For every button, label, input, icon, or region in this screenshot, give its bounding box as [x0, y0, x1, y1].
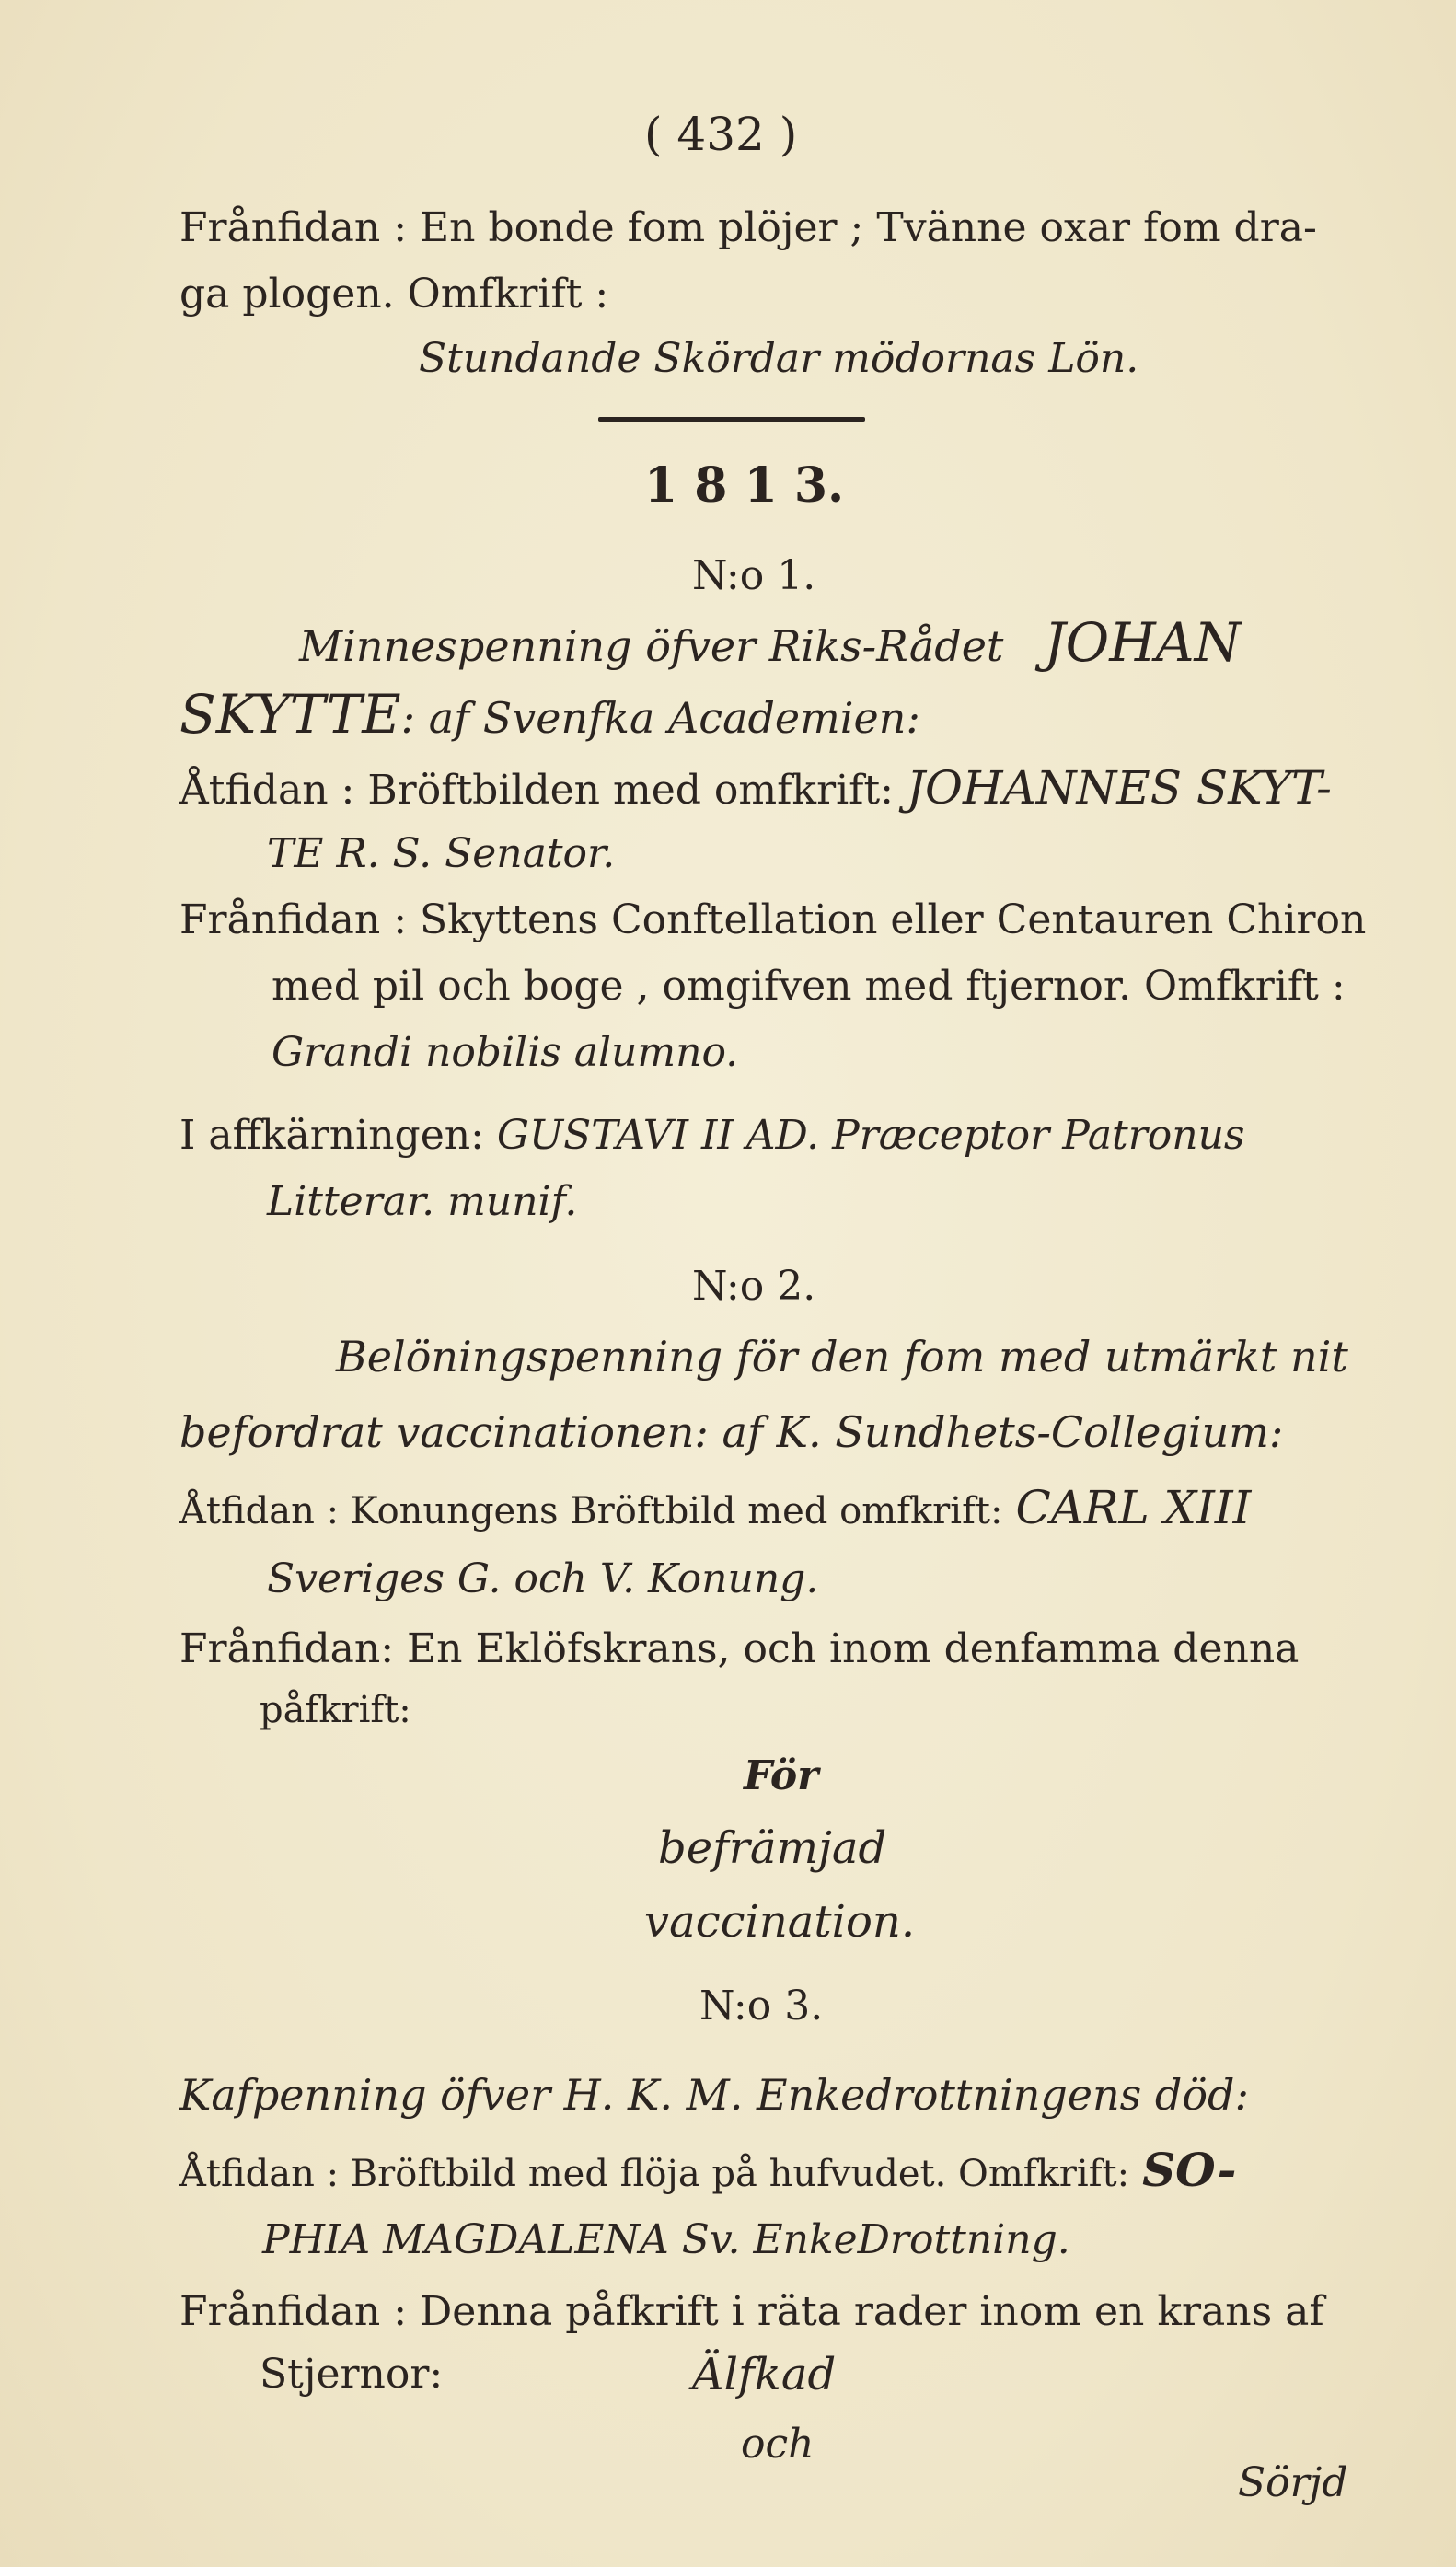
item-number: N:o 1. [692, 552, 816, 599]
reverse-line: Frånfidan: En Eklöfskrans, och inom denfamma denna [179, 1625, 1300, 1672]
reverse-legend: Grandi nobilis alumno. [272, 1029, 739, 1076]
reverse-line: Frånfidan : Skyttens Conftellation eller Centauren Chiron [179, 896, 1367, 943]
obverse-label: Åtfidan : Bröftbild med flöja på hufvudet. Omfkrift: [179, 2153, 1130, 2195]
obverse-label: Åtfidan : Konungens Bröftbild med omfkrift: [179, 1490, 1003, 1532]
inscription-line: Älfkad [692, 2349, 837, 2400]
text-line: ga plogen. Omfkrift : [179, 271, 609, 318]
obverse-legend-cont: Sveriges G. och V. Konung. [267, 1555, 819, 1602]
edge-line [179, 1110, 1245, 1162]
obverse-legend: JOHANNES SKYT- [906, 761, 1332, 815]
edge-inscription-cont: Litterar. munif. [267, 1178, 578, 1225]
medal-title [179, 683, 920, 746]
year-heading: 1 8 1 3. [644, 457, 845, 514]
inscription-line: och [741, 2421, 815, 2468]
inscription-line: För [744, 1752, 819, 1799]
edge-label: I affkärningen: [179, 1112, 484, 1159]
obverse-legend-cont: PHIA MAGDALENA Sv. EnkeDrottning. [262, 2216, 1070, 2263]
inscription-line: befrämjad [658, 1822, 887, 1874]
obverse-legend: CARL XIII [1015, 1481, 1252, 1534]
obverse-line [179, 2145, 1236, 2200]
item-number: N:o 3. [699, 1983, 824, 2029]
medal-title-text: : af Svenfka Academien: [400, 693, 920, 743]
obverse-label: Åtfidan : Bröftbilden med omfkrift: [179, 767, 894, 814]
medal-title [299, 611, 1242, 674]
medal-title: befordrat vaccinationen: af K. Sundhets-Collegium: [179, 1407, 1284, 1457]
text-line: Frånfidan : En bonde fom plöjer ; Tvänne oxar fom dra- [179, 204, 1317, 251]
edge-inscription: GUSTAVI II AD. Præceptor Patronus [496, 1112, 1245, 1159]
medal-name: JOHAN [1044, 611, 1242, 674]
obverse-legend-cont: TE R. S. Senator. [267, 830, 616, 877]
inscription-line: Sörjd [1238, 2459, 1348, 2506]
medal-title: Belöningspenning för den fom med utmärkt nit [336, 1332, 1348, 1382]
obverse-line [179, 1482, 1251, 1537]
medal-title: Kafpenning öfver H. K. M. Enkedrottningens död: [179, 2070, 1249, 2120]
obverse-line [179, 762, 1332, 816]
motto-line: Stundande Skördar mödornas Lön. [419, 335, 1139, 382]
inscription-line: vaccination. [644, 1896, 916, 1948]
reverse-line: Frånfidan : Denna påfkrift i räta rader inom en krans af [179, 2288, 1324, 2335]
item-number: N:o 2. [692, 1263, 816, 1310]
obverse-legend: SO- [1142, 2143, 1237, 2197]
reverse-line: Stjernor: [260, 2351, 444, 2398]
section-divider [598, 417, 865, 422]
reverse-line: påfkrift: [260, 1689, 411, 1731]
medal-name: SKYTTE [179, 683, 401, 746]
page-number: ( 432 ) [644, 108, 798, 161]
reverse-line: med pil och boge , omgifven med ftjernor. Omfkrift : [272, 963, 1346, 1010]
medal-title-text: Minnespenning öfver Riks-Rådet [299, 621, 1004, 671]
